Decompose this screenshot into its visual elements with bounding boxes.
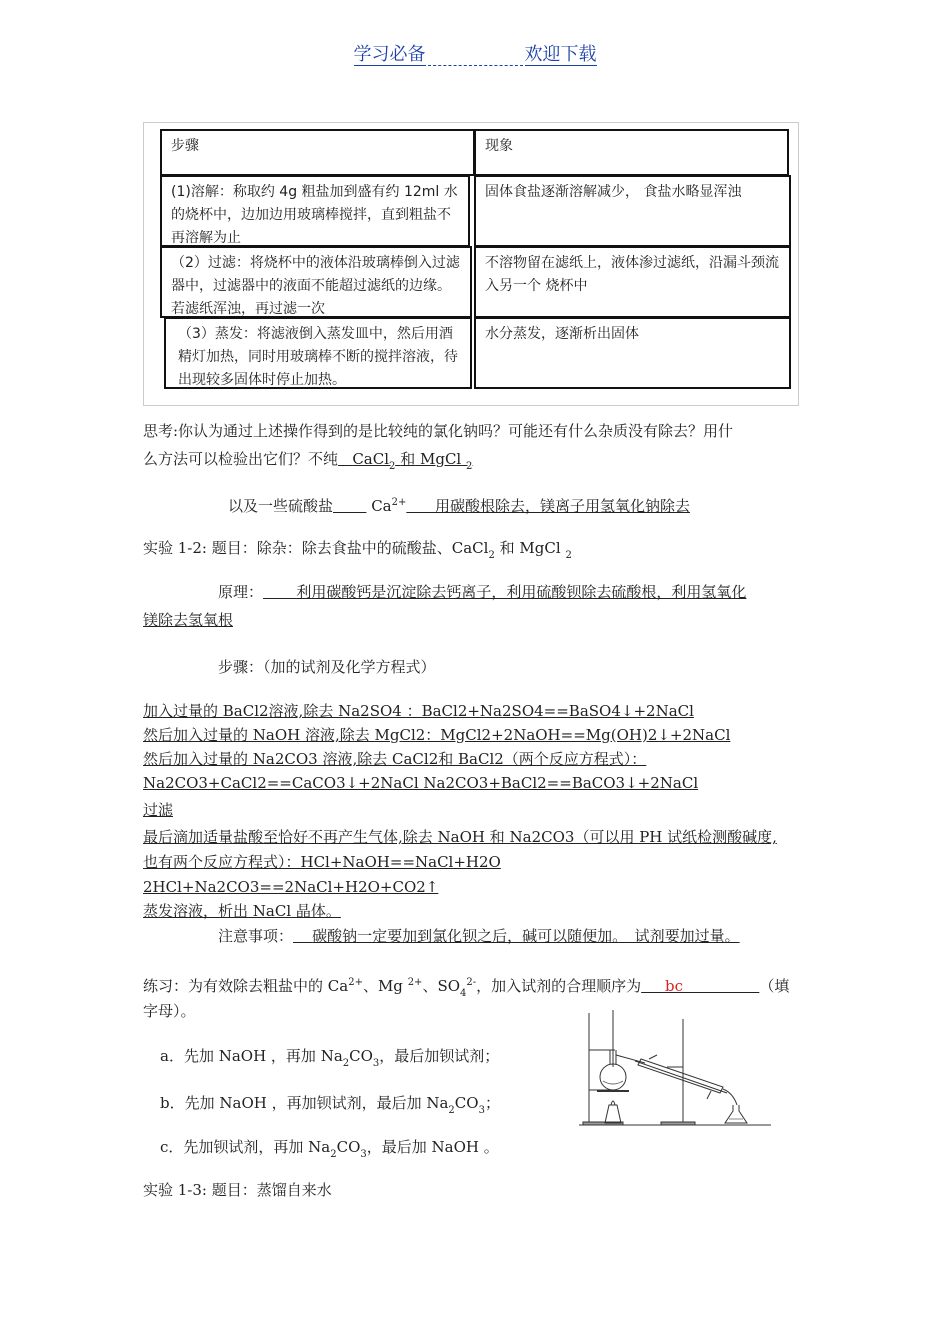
practice-question: 练习：为有效除去粗盐中的 $Ca^{2+}$、Mg $^{2+}$、$SO_4^{2-}$，加入试剂的合理顺序为 bc （填 — [143, 977, 790, 999]
think-answer-line: 以及一些硫酸盐 $Ca^{2+}$ 用碳酸根除去，镁离子用氢氧化钠除去 — [228, 497, 690, 515]
table-row-2-phenomenon: 不溶物留在滤纸上，液体渗过滤纸，沿漏斗颈流入另一个 烧杯中 — [474, 246, 791, 318]
practice-option-b: b．先加 NaOH ，再加钡试剂，最后加 $Na_2CO_3$； — [160, 1094, 500, 1116]
table-row-1-step: (1)溶解：称取约 4g 粗盐加到盛有约 12ml 水的烧杯中，边加边用玻璃棒搅拌，直到粗盐不再溶解为止 — [160, 175, 470, 247]
think-question-line2: 么方法可以检验出它们？不纯 CaCl$_2$ 和 MgCl $_2$ — [143, 450, 473, 472]
steps-table — [143, 122, 799, 406]
table-row-2-step: （2）过滤：将烧杯中的液体沿玻璃棒倒入过滤器中，过滤器中的液面不能超过滤纸的边缘。若滤纸浑浊，再过滤一次 — [160, 246, 472, 318]
practice-option-c: c．先加钡试剂，再加 $Na_2CO_3$，最后加 NaOH 。 — [160, 1138, 499, 1160]
exp12-step-line: 蒸发溶液，析出 NaCl 晶体。 — [143, 902, 341, 920]
exp12-step-line: Na2CO3+CaCl2==CaCO3↓+2NaCl Na2CO3+BaCl2==BaCO3↓+2NaCl — [143, 774, 699, 792]
header-right: 欢迎下载 — [524, 44, 597, 65]
exp12-steps-label: 步骤：（加的试剂及化学方程式） — [218, 658, 436, 676]
exp12-principle: 原理： 利用碳酸钙是沉淀除去钙离子，利用硫酸钡除去硫酸根，利用氢氧化 — [218, 583, 747, 601]
table-row-3-phenomenon: 水分蒸发，逐渐析出固体 — [474, 317, 791, 389]
table-row-1-phenomenon: 固体食盐逐渐溶解减少， 食盐水略显浑浊 — [474, 175, 791, 247]
exp12-step-line: 也有两个反应方程式）：HCl+NaOH==NaCl+H2O — [143, 853, 501, 871]
practice-answer: bc — [665, 977, 684, 995]
header-left: 学习必备 — [353, 44, 426, 65]
exp12-step-line: 然后加入过量的 NaOH 溶液,除去 MgCl2：MgCl2+2NaOH==Mg(OH)2↓+2NaCl — [143, 726, 731, 744]
table-header-step: 步骤 — [160, 129, 475, 176]
practice-option-a: a．先加 NaOH ，再加 $Na_2CO_3$，最后加钡试剂； — [160, 1047, 500, 1069]
exp13-title: 实验 1-3: 题目：蒸馏自来水 — [143, 1181, 332, 1199]
practice-question-cont: 字母）。 — [143, 1002, 196, 1020]
table-row-3-step: （3）蒸发：将滤液倒入蒸发皿中，然后用酒精灯加热，同时用玻璃棒不断的搅拌溶液，待出现较多固体时停止加热。 — [164, 317, 472, 389]
exp12-title: 实验 1-2: 题目：除杂：除去食盐中的硫酸盐、CaCl$_2$ 和 MgCl $_2$ — [143, 539, 572, 561]
exp12-principle-cont: 镁除去氢氧根 — [143, 611, 234, 629]
exp12-step-line: 最后滴加适量盐酸至恰好不再产生气体,除去 NaOH 和 Na2CO3（可以用 PH 试纸检测酸碱度, — [143, 828, 777, 846]
think-question-line1: 思考:你认为通过上述操作得到的是比较纯的氯化钠吗？可能还有什么杂质没有除去？用什 — [143, 422, 734, 440]
exp12-step-line: 然后加入过量的 Na2CO3 溶液,除去 CaCl2和 BaCl2（两个反应方程式）： — [143, 750, 647, 768]
exp12-step-line: 加入过量的 BaCl2溶液,除去 Na2SO4 ：BaCl2+Na2SO4==BaSO4↓+2NaCl — [143, 702, 694, 720]
exp12-step-line: 过滤 — [143, 801, 174, 819]
page-header — [0, 40, 950, 66]
table-header-phenomenon: 现象 — [474, 129, 789, 176]
distillation-apparatus-illustration — [575, 1005, 775, 1130]
exp12-step-line: 2HCl+Na2CO3==2NaCl+H2O+CO2↑ — [143, 878, 439, 896]
exp12-notes: 注意事项： 碳酸钠一定要加到氯化钡之后，碱可以随便加。 试剂要加过量。 — [218, 927, 740, 945]
